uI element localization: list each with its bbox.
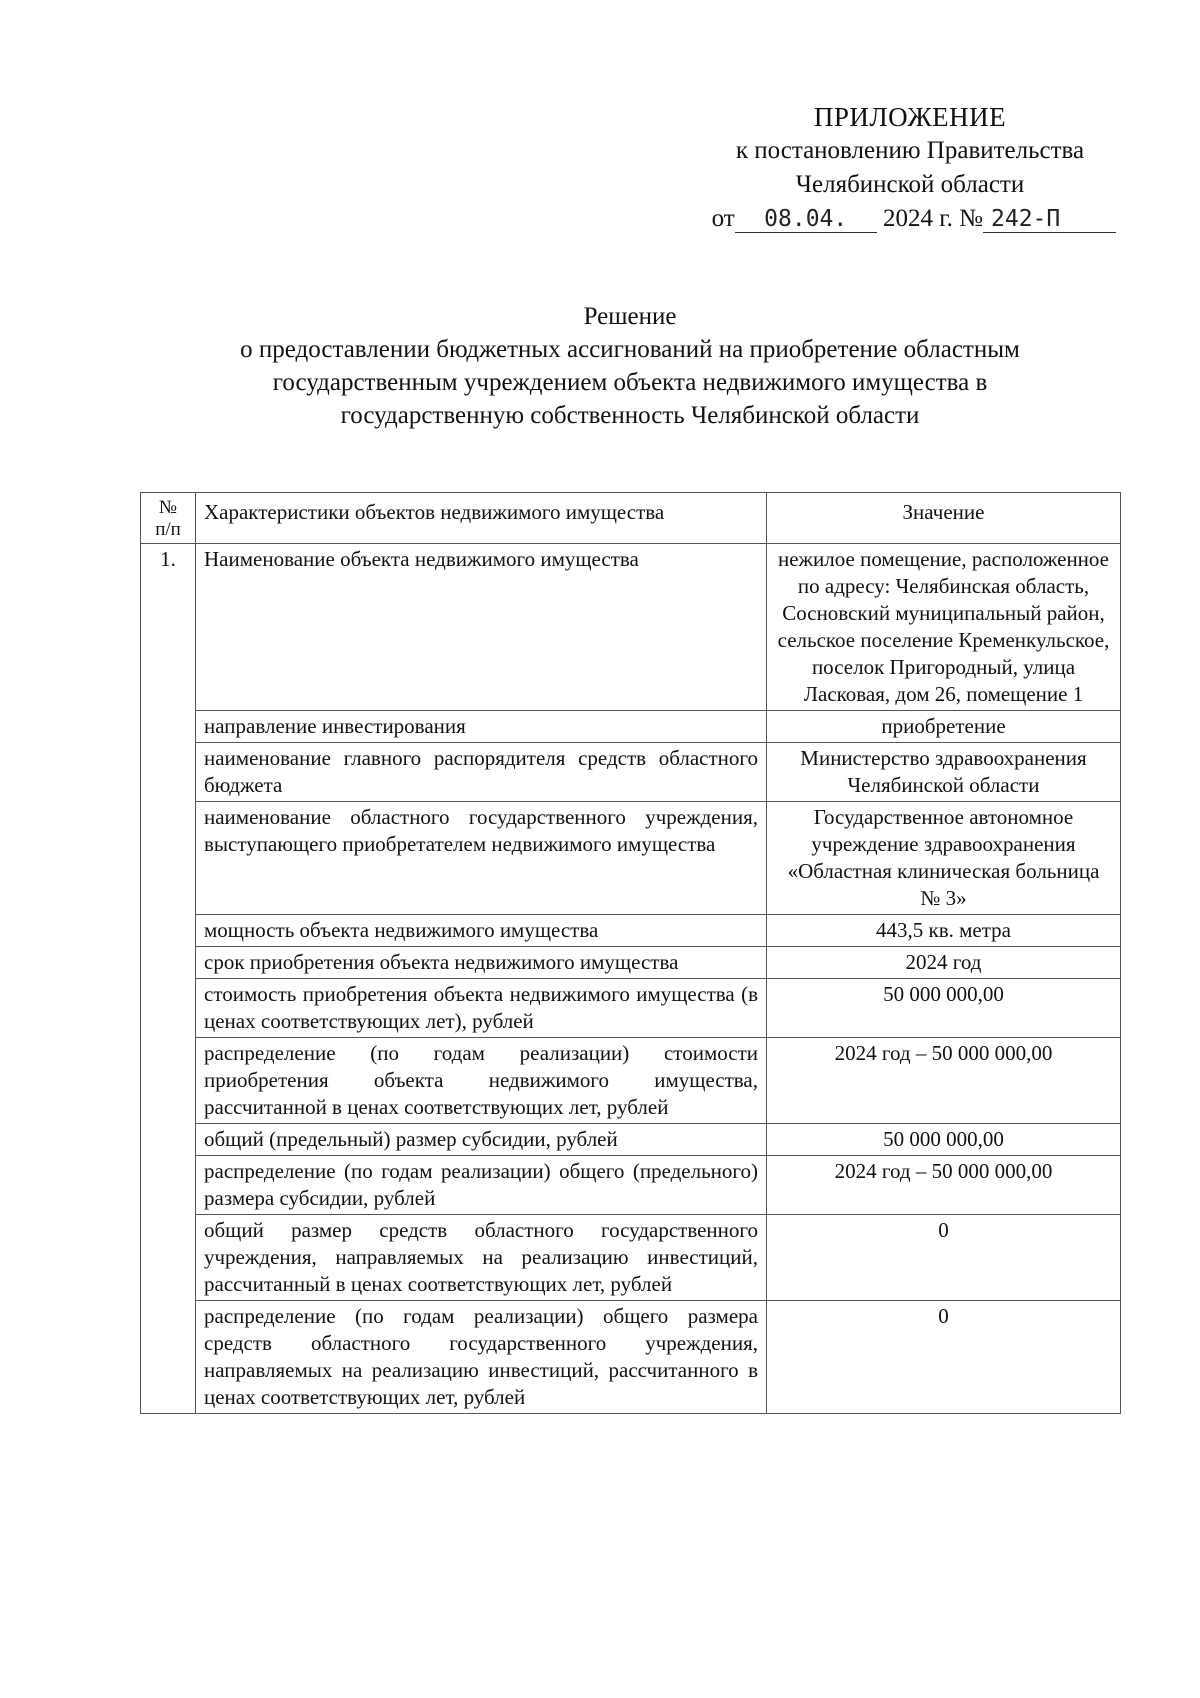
table-row xyxy=(141,743,1121,802)
row-characteristic: наименование главного распорядителя средств областного бюджета xyxy=(196,743,767,802)
table-row xyxy=(141,1038,1121,1124)
row-value: 0 xyxy=(767,1301,1121,1414)
appendix-line-decree: к постановлению Правительства xyxy=(735,137,1085,164)
table-row xyxy=(141,1124,1121,1156)
table-row xyxy=(141,802,1121,915)
heading-line-2: государственным учреждением объекта недвижимого имущества в xyxy=(272,369,988,396)
appendix-date-row xyxy=(700,202,1120,236)
row-value: 0 xyxy=(767,1215,1121,1301)
row-value: нежилое помещение, расположенное по адресу: Челябинская область, Сосновский муниципальный район, сельское поселение Кременкульское, поселок Пригородный, улица Ласковая, дом 26, помещение 1 xyxy=(767,544,1121,711)
row-number: 1. xyxy=(141,544,196,1414)
row-characteristic: мощность объекта недвижимого имущества xyxy=(196,915,767,947)
row-characteristic: наименование областного государственного учреждения, выступающего приобретателем недвижимого имущества xyxy=(196,802,767,915)
row-characteristic: распределение (по годам реализации) общего (предельного) размера субсидии, рублей xyxy=(196,1156,767,1215)
header-characteristic: Характеристики объектов недвижимого имущества xyxy=(196,493,767,544)
table-row xyxy=(141,915,1121,947)
row-characteristic: общий размер средств областного государственного учреждения, направляемых на реализацию инвестиций, рассчитанный в ценах соответствующих лет, рублей xyxy=(196,1215,767,1301)
row-value: 2024 год xyxy=(767,947,1121,979)
heading-title: Решение xyxy=(583,303,677,330)
table-row xyxy=(141,1215,1121,1301)
heading-line-3: государственную собственность Челябинской области xyxy=(340,402,920,429)
row-value: Министерство здравоохранения Челябинской области xyxy=(767,743,1121,802)
row-value: 2024 год – 50 000 000,00 xyxy=(767,1038,1121,1124)
appendix-line-region: Челябинской области xyxy=(795,171,1025,198)
row-value: Государственное автономное учреждение здравоохранения «Областная клиническая больница № 3» xyxy=(767,802,1121,915)
row-value: 443,5 кв. метра xyxy=(767,915,1121,947)
row-characteristic: направление инвестирования xyxy=(196,711,767,743)
decree-date: 08.04. xyxy=(764,206,848,232)
heading-line-1: о предоставлении бюджетных ассигнований на приобретение областным xyxy=(240,336,1020,363)
header-num: № п/п xyxy=(141,493,196,544)
table-row xyxy=(141,544,1121,711)
appendix-header xyxy=(700,100,1120,236)
decree-number: 242-П xyxy=(991,206,1061,232)
appendix-title: ПРИЛОЖЕНИЕ xyxy=(813,102,1007,132)
header-value: Значение xyxy=(767,493,1121,544)
row-value: 50 000 000,00 xyxy=(767,1124,1121,1156)
decree-year-label: 2024 г. № xyxy=(882,205,983,232)
table-row xyxy=(141,1301,1121,1414)
table-header-row xyxy=(141,493,1121,544)
row-characteristic: общий (предельный) размер субсидии, рублей xyxy=(196,1124,767,1156)
table-row xyxy=(141,979,1121,1038)
row-value: 2024 год – 50 000 000,00 xyxy=(767,1156,1121,1215)
row-value: 50 000 000,00 xyxy=(767,979,1121,1038)
table-row xyxy=(141,711,1121,743)
table-row xyxy=(141,947,1121,979)
row-characteristic: распределение (по годам реализации) стоимости приобретения объекта недвижимого имущества, рассчитанной в ценах соответствующих лет, рублей xyxy=(196,1038,767,1124)
row-characteristic: Наименование объекта недвижимого имущества xyxy=(196,544,767,711)
row-characteristic: срок приобретения объекта недвижимого имущества xyxy=(196,947,767,979)
date-prefix: от xyxy=(711,205,735,232)
row-characteristic: распределение (по годам реализации) общего размера средств областного государственного учреждения, направляемых на реализацию инвестиций, рассчитанного в ценах соответствующих лет, рублей xyxy=(196,1301,767,1414)
row-value: приобретение xyxy=(767,711,1121,743)
document-heading xyxy=(140,300,1120,432)
characteristics-table xyxy=(140,492,1121,1414)
row-characteristic: стоимость приобретения объекта недвижимого имущества (в ценах соответствующих лет), рублей xyxy=(196,979,767,1038)
table-row xyxy=(141,1156,1121,1215)
